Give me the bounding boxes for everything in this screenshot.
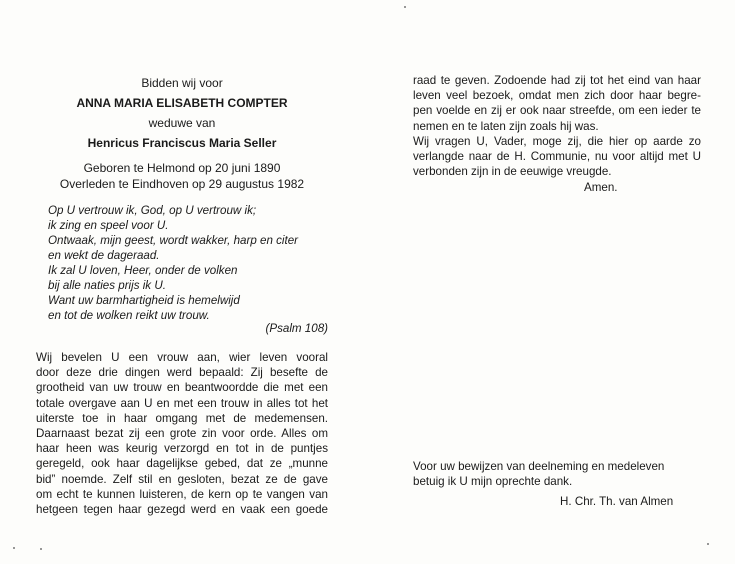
paragraph-line: door deze drie dingen werd bepaald: Zij besefte de: [36, 366, 328, 380]
poem-line: ik zing en speel voor U.: [48, 219, 169, 232]
amen-text: Amen.: [584, 181, 618, 194]
signature: H. Chr. Th. van Almen: [560, 495, 674, 508]
poem-line: en wekt de dageraad.: [48, 249, 160, 262]
paper-speck: [13, 547, 15, 549]
paragraph-line: Wij bevelen U een vrouw aan, wier leven vooral: [36, 351, 328, 364]
paragraph-line: uiterste toe in haar omgang met de medemensen.: [36, 411, 328, 425]
paragraph-line: Wij vragen U, Vader, moge zij, die hier op aarde zo: [413, 134, 701, 148]
paper-speck: [40, 548, 42, 550]
relation-text: weduwe van: [148, 116, 216, 130]
continued-paragraph: [413, 73, 701, 179]
paper-speck: [404, 6, 406, 8]
poem-line: Ik zal U loven, Heer, onder de volken: [48, 264, 238, 277]
death-line: Overleden te Eindhoven op 29 augustus 1982: [59, 177, 305, 191]
paragraph-line: pen voelde en zij er ook naar streefde, om een ieder te: [413, 104, 701, 118]
tribute-paragraph: [36, 350, 328, 517]
poem-line: Want uw barmhartigheid is hemelwijd: [48, 294, 240, 307]
poem-line: en tot de wolken reikt uw trouw.: [48, 309, 210, 322]
paragraph-line: grootheid van uw trouw en beantwoordde die met een: [36, 381, 328, 395]
spouse-name: Henricus Franciscus Maria Seller: [87, 136, 277, 150]
paragraph-line: verbonden zijn in de eeuwige vreugde.: [413, 165, 612, 179]
psalm-reference: (Psalm 108): [265, 322, 328, 335]
paper-speck: [707, 543, 709, 545]
paragraph-line: totale overgave aan U en met een trouw in alles tot het: [36, 396, 328, 410]
deceased-name: ANNA MARIA ELISABETH COMPTER: [76, 96, 288, 110]
paragraph-line: verlangde naar de H. Communie, nu voor altijd met U: [413, 150, 701, 164]
intro-text: Bidden wij voor: [141, 76, 223, 90]
birth-line: Geboren te Helmond op 20 juni 1890: [83, 161, 281, 175]
paragraph-line: raad te geven. Zodoende had zij tot het eind van haar: [413, 74, 701, 87]
poem-line: Ontwaak, mijn geest, wordt wakker, harp en citer: [48, 234, 299, 247]
paragraph-line: leven veel bezoek, omdat men zich door haar begre-: [413, 89, 701, 103]
paragraph-line: Daarnaast bezat zij een grote zin voor orde. Alles om: [36, 427, 328, 441]
paragraph-line: hetgeen tegen haar gezegd werd en vaak een goede: [36, 503, 328, 517]
thanks-line: Voor uw bewijzen van deelneming en medeleven: [413, 460, 665, 473]
psalm-poem: [48, 203, 320, 323]
paragraph-line: bid” noemde. Zelf stil en gesloten, bezat ze de gave: [36, 472, 328, 486]
paragraph-line: haar heen was keurig verzorgd en tot in de puntjes: [36, 442, 328, 456]
paragraph-line: om echt te kunnen luisteren, de kern op te vangen van: [36, 487, 328, 501]
poem-line: Op U vertrouw ik, God, op U vertrouw ik;: [48, 204, 257, 217]
poem-line: bij alle naties prijs ik U.: [48, 279, 166, 292]
paragraph-line: nemen en te laten zijn zoals hij was.: [413, 119, 599, 133]
thanks-text: [413, 459, 701, 489]
thanks-line: betuig ik U mijn oprechte dank.: [413, 475, 573, 489]
paragraph-line: geregeld, ook haar dagelijkse gebed, dat ze „munne: [36, 457, 328, 471]
